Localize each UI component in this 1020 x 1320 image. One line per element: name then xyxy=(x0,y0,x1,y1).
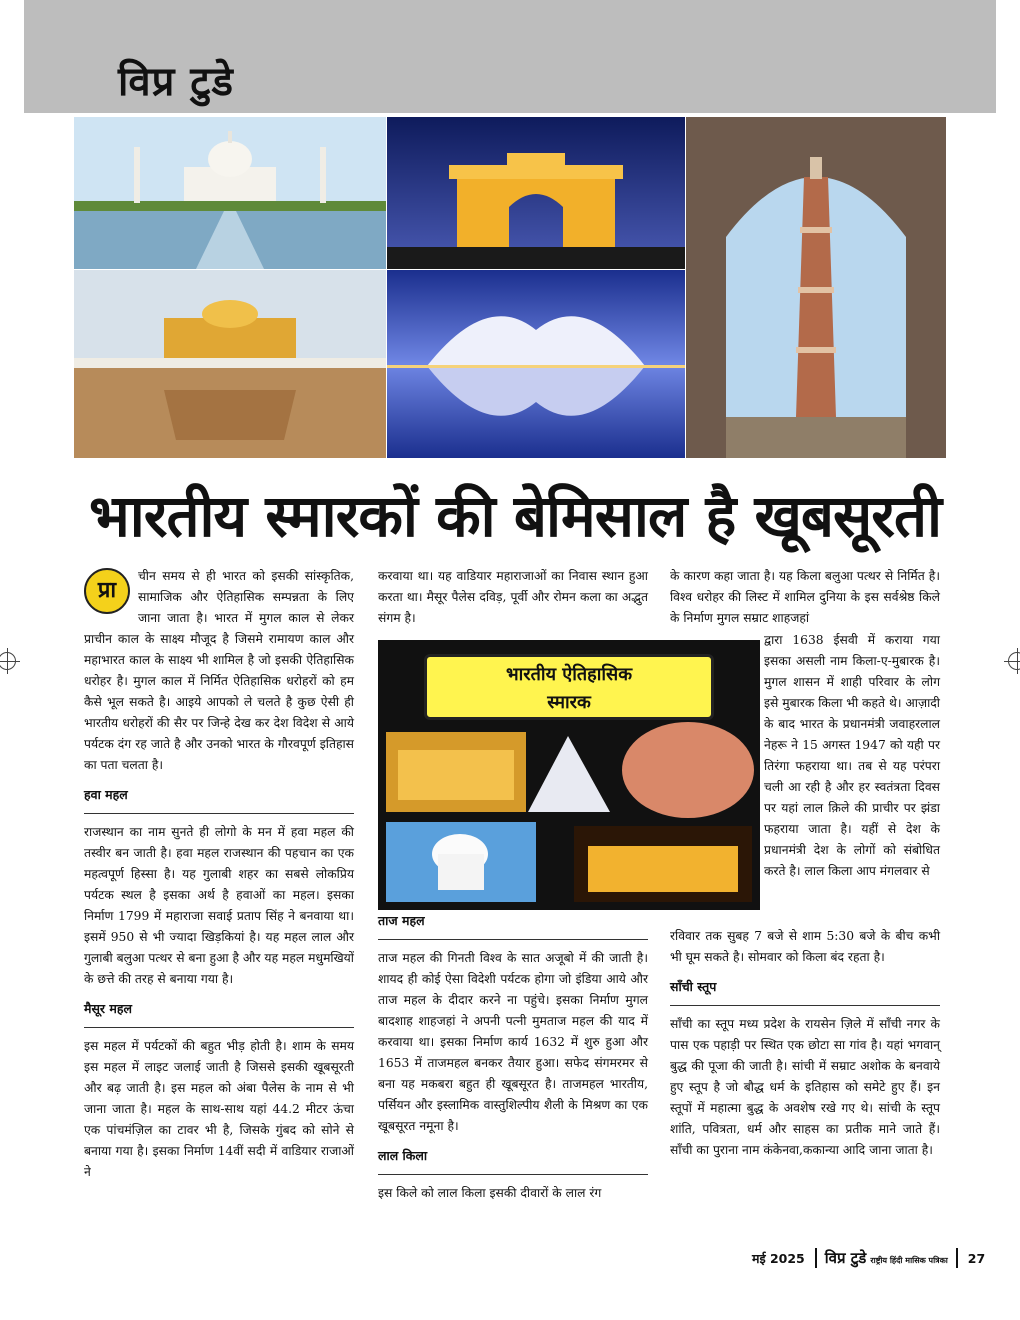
page-number: 27 xyxy=(967,1250,986,1266)
photo-golden-temple xyxy=(74,270,386,458)
photo-qutub-minar xyxy=(686,117,946,458)
magazine-brand: विप्र टुडे xyxy=(118,59,234,105)
column-3-bottom xyxy=(670,926,940,1161)
lal-qila-continued-narrow: द्वारा 1638 ईसवी में कराया गया इसका असली नाम किला-ए-मुबारक है। मुगल शासन में शाही परिवार के लोग इसे मुबारक किला भी कहते थे। आज़ादी के बाद भारत के प्रधानमंत्री जवाहरलाल नेहरू ने 15 अगस्त 1947 को यही पर तिरंगा फहराया था। तब से यह परंपरा चली आ रही है और हर स्वतंत्रता दिवस पर यहां लाल क़िले की प्राचीर पर झंडा फहराया जाता है। यहीं से देश के प्रधानमंत्री देश के लोगों को संबोधित करते है। लाल किला आप मंगलवार से xyxy=(764,633,940,878)
column-2-top xyxy=(378,566,648,629)
photo-lotus-temple xyxy=(387,270,685,458)
heading-sanchi: साँची स्तूप xyxy=(670,976,940,1006)
lal-qila-continued-top: के कारण कहा जाता है। यह किला बलुआ पत्थर से निर्मित है। विश्व धरोहर की लिस्ट में शामिल दुनिया के इस सर्वश्रेष्ठ किले के निर्माण मुगल सम्राट शाहजहां xyxy=(670,569,940,625)
registration-mark-left xyxy=(0,652,16,670)
footer-brand xyxy=(815,1248,958,1268)
inset-title-line2: स्मारक xyxy=(547,692,591,713)
intro-paragraph: चीन समय से ही भारत को इसकी सांस्कृतिक, सामाजिक और ऐतिहासिक सम्पन्नता के लिए जाना जाता है। भारत में मुगल काल से लेकर प्राचीन काल के साक्ष्य मौजूद है जिसमे रामायण काल और महाभारत काल के साक्ष्य भी शामिल है जो इसकी ऐतिहासिक धरोहर है। मुगल काल में निर्मित ऐतिहासिक धरोहरों को हम कैसे भूल सकते है। आइये आपको ले चलते है कुछ ऐसी ही भारतीय धरोहरों की सैर पर जिन्हे देख कर देश विदेश से आये पर्यटक दंग रह जाते है और उनको भारत के गौरवपूर्ण इतिहास का पता चलता है। xyxy=(84,569,354,772)
heading-taj-mahal: ताज महल xyxy=(378,910,648,940)
registration-mark-right xyxy=(1008,652,1020,670)
dropcap: प्रा xyxy=(84,568,130,614)
heading-mysore-mahal: मैसूर महल xyxy=(84,998,354,1028)
page-footer xyxy=(752,1248,985,1268)
heading-lal-qila: लाल किला xyxy=(378,1145,648,1175)
heading-hawa-mahal: हवा महल xyxy=(84,784,354,814)
mysore-mahal-continued: करवाया था। यह वाडियार महाराजाओं का निवास स्थान हुआ करता था। मैसूर पैलेस दविड़, पूर्वी और रोमन कला का अद्भुत संगम है। xyxy=(378,569,648,625)
column-3-narrow xyxy=(764,630,940,882)
column-2-bottom xyxy=(378,910,648,1204)
column-3-top xyxy=(670,566,940,629)
footer-tagline: राष्ट्रीय हिंदी मासिक पत्रिका xyxy=(870,1256,948,1265)
issue-date: मई 2025 xyxy=(752,1250,805,1266)
inset-collage xyxy=(378,640,760,910)
photo-india-gate xyxy=(387,117,685,269)
hawa-mahal-text: राजस्थान का नाम सुनते ही लोगो के मन में हवा महल की तस्वीर बन जाती है। हवा महल राजस्थान की पहचान का एक महत्वपूर्ण हिस्सा है। यह गुलाबी शहर का सबसे लोकप्रिय पर्यटक स्थल है इसका अर्थ है हवाओं का महल। इसका निर्माण 1799 में महाराजा सवाई प्रताप सिंह ने बनवाया था। इसमें 950 से भी ज्यादा खिड़कियां है। यह महल लाल और गुलाबी बलुआ पत्थर से बना हुआ है और यह महल मधुमखियों के छत्ते की तरह से बनाया गया है। xyxy=(84,825,354,986)
inset-title xyxy=(424,654,714,720)
mysore-mahal-text: इस महल में पर्यटकों की बहुत भीड़ होती है। शाम के समय इस महल में लाइट जलाई जाती है जिससे इसकी खूबसूरती और बढ़ जाती है। इस महल को अंबा पैलेस के नाम से भी जाना जाता है। महल के साथ-साथ यहां 44.2 मीटर ऊंचा एक पांचमंज़िल का टावर भी है, जिसके गुंबद को सोने से बनाया गया है। इसका निर्माण 14वीं सदी में वाडियार राजाओं ने xyxy=(84,1039,354,1179)
sanchi-text: साँची का स्तूप मध्य प्रदेश के रायसेन ज़िले में साँची नगर के पास एक पहाड़ी पर स्थित एक छोटा सा गांव है। यहां भगवान् बुद्ध की पूजा की जाती है। सांची में सम्राट अशोक के बनवाये हुए स्तूप है जो बौद्ध धर्म के इतिहास को समेटे हुए हैं। इन स्तूपों में महात्मा बुद्ध के अवशेष रखे गए थे। सांची के स्तूप शांति, पवित्रता, धर्म और साहस का प्रतीक माने जाते हैं। साँची का पुराना नाम कंकेनवा,ककान्या आदि जाना जाता है। xyxy=(670,1017,940,1157)
lal-qila-continued-bottom: रविवार तक सुबह 7 बजे से शाम 5:30 बजे के बीच कभी भी घूम सकते है। सोमवार को किला बंद रहता है। xyxy=(670,929,940,964)
column-1 xyxy=(84,566,354,1183)
taj-mahal-text: ताज महल की गिनती विश्व के सात अजूबो में की जाती है। शायद ही कोई ऐसा विदेशी पर्यटक होगा जो इंडिया आये और ताज महल के दीदार करने ना पहुंचे। इसका निर्माण मुगल बादशाह शाहजहां ने अपनी पत्नी मुमताज महल की याद में करवाया था। इसका निर्माण कार्य 1632 में शुरु हुआ और 1653 में ताजमहल बनकर तैयार हुआ। सफेद संगमरमर से बना यह मकबरा बहुत ही खूबसूरत है। ताजमहल भारतीय, पर्सियन और इस्लामिक वास्तुशिल्पीय शैली के मिश्रण का एक खूबसूरत नमूना है। xyxy=(378,951,648,1133)
lal-qila-text: इस किले को लाल किला इसकी दीवारों के लाल रंग xyxy=(378,1186,602,1200)
article-headline: भारतीय स्मारकों की बेमिसाल है खूबसूरती xyxy=(88,482,942,550)
inset-title-line1: भारतीय ऐतिहासिक xyxy=(505,664,633,685)
footer-brand-name: विप्र टुडे xyxy=(824,1249,867,1267)
photo-taj-mahal xyxy=(74,117,386,269)
